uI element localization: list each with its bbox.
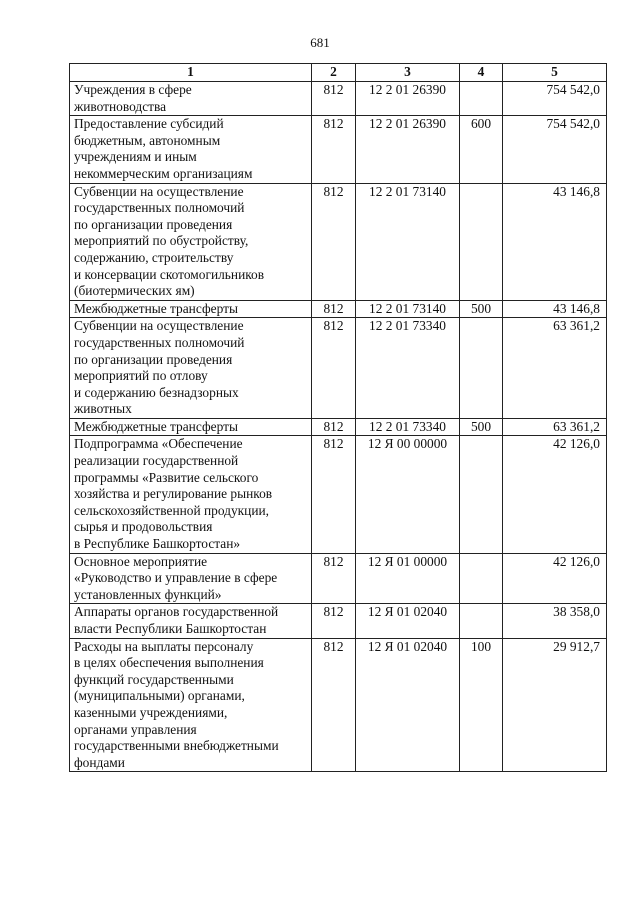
cell-name (70, 116, 312, 183)
cell-expense-type-code: 500 (460, 300, 503, 318)
cell-target-article-code: 12 2 01 73140 (356, 300, 460, 318)
cell-name-line: государственными внебюджетными (74, 738, 279, 754)
cell-amount: 63 361,2 (503, 318, 607, 419)
cell-department-code: 812 (312, 638, 356, 772)
cell-name-line: Расходы на выплаты персоналу (74, 638, 254, 654)
cell-name-line: в Республике Башкортостан» (74, 536, 241, 552)
table-row (70, 116, 607, 183)
cell-name-line: Основное мероприятие (74, 553, 208, 569)
cell-department-code: 812 (312, 183, 356, 300)
cell-name-line: сырья и продовольствия (74, 519, 213, 535)
cell-name-line: функций государственными (74, 671, 234, 687)
cell-name-line: животноводства (74, 98, 167, 114)
cell-amount: 754 542,0 (503, 116, 607, 183)
page-number: 681 (310, 35, 330, 50)
cell-name-line: Субвенции на осуществление (74, 183, 244, 199)
cell-target-article-code: 12 Я 00 00000 (356, 436, 460, 553)
cell-name-line: (муниципальными) органами, (74, 688, 245, 704)
cell-department-code: 812 (312, 418, 356, 436)
cell-name (70, 638, 312, 772)
cell-name-line: в целях обеспечения выполнения (74, 655, 264, 671)
cell-name-line: и содержанию безнадзорных (74, 384, 239, 400)
header-col-4: 4 (460, 64, 503, 82)
table-row (70, 604, 607, 638)
cell-name (70, 318, 312, 419)
cell-department-code: 812 (312, 318, 356, 419)
cell-name-line: сельскохозяйственной продукции, (74, 502, 270, 518)
cell-name-line: содержанию, строительству (74, 249, 234, 265)
table-row (70, 418, 607, 436)
cell-name-line: органами управления (74, 721, 197, 737)
cell-name (70, 418, 312, 436)
cell-department-code: 812 (312, 300, 356, 318)
cell-name-line: реализации государственной (74, 453, 239, 469)
cell-name-line: по организации проведения (74, 351, 233, 367)
header-col-2: 2 (312, 64, 356, 82)
budget-table (69, 63, 607, 772)
table-row (70, 183, 607, 300)
cell-amount: 42 126,0 (503, 553, 607, 604)
cell-department-code: 812 (312, 436, 356, 553)
cell-target-article-code: 12 2 01 26390 (356, 116, 460, 183)
cell-name-line: некоммерческим организациям (74, 165, 253, 181)
cell-name-line: Подпрограмма «Обеспечение (74, 436, 243, 452)
table-row (70, 553, 607, 604)
cell-target-article-code: 12 2 01 73140 (356, 183, 460, 300)
cell-target-article-code: 12 2 01 73340 (356, 418, 460, 436)
cell-expense-type-code (460, 436, 503, 553)
cell-name (70, 436, 312, 553)
cell-name-line: Межбюджетные трансферты (74, 300, 238, 316)
cell-name-line: (биотермических ям) (74, 283, 195, 299)
header-col-3: 3 (356, 64, 460, 82)
cell-name-line: власти Республики Башкортостан (74, 621, 267, 636)
cell-expense-type-code: 600 (460, 116, 503, 183)
cell-expense-type-code (460, 318, 503, 419)
cell-name-line: государственных полномочий (74, 334, 245, 350)
cell-department-code: 812 (312, 604, 356, 638)
cell-name-line: государственных полномочий (74, 200, 245, 216)
cell-target-article-code: 12 Я 01 00000 (356, 553, 460, 604)
cell-name-line: фондами (74, 754, 125, 770)
cell-name-line: программы «Развитие сельского (74, 469, 259, 485)
cell-name-line: установленных функций» (74, 586, 222, 602)
cell-expense-type-code (460, 604, 503, 638)
table-header-row (70, 64, 607, 82)
cell-name-line: учреждениям и иным (74, 149, 197, 165)
cell-name (70, 300, 312, 318)
cell-name-line: и консервации скотомогильников (74, 266, 265, 282)
table-row (70, 318, 607, 419)
cell-name-line: хозяйства и регулирование рынков (74, 486, 273, 502)
cell-amount: 42 126,0 (503, 436, 607, 553)
cell-amount: 38 358,0 (503, 604, 607, 638)
cell-name-line: животных (74, 401, 132, 417)
cell-name-line: бюджетным, автономным (74, 132, 221, 148)
cell-expense-type-code: 100 (460, 638, 503, 772)
table-row (70, 300, 607, 318)
header-col-5: 5 (503, 64, 607, 82)
cell-expense-type-code (460, 553, 503, 604)
cell-amount: 43 146,8 (503, 300, 607, 318)
cell-name-line: казенными учреждениями, (74, 704, 228, 720)
cell-amount: 754 542,0 (503, 82, 607, 116)
cell-department-code: 812 (312, 82, 356, 116)
cell-name-line: по организации проведения (74, 216, 233, 232)
table-row (70, 436, 607, 553)
cell-department-code: 812 (312, 116, 356, 183)
cell-amount: 63 361,2 (503, 418, 607, 436)
cell-target-article-code: 12 2 01 26390 (356, 82, 460, 116)
cell-name-line: мероприятий по обустройству, (74, 233, 249, 249)
cell-name-line: «Руководство и управление в сфере (74, 570, 278, 586)
header-col-1: 1 (70, 64, 312, 82)
cell-expense-type-code (460, 183, 503, 300)
cell-name-line: Предоставление субсидий (74, 116, 224, 132)
cell-name (70, 604, 312, 638)
cell-target-article-code: 12 Я 01 02040 (356, 638, 460, 772)
cell-name (70, 82, 312, 116)
cell-name-line: Субвенции на осуществление (74, 318, 244, 334)
cell-name (70, 553, 312, 604)
cell-amount: 29 912,7 (503, 638, 607, 772)
cell-name-line: Межбюджетные трансферты (74, 418, 238, 434)
cell-amount: 43 146,8 (503, 183, 607, 300)
cell-name-line: Учреждения в сфере (74, 82, 192, 97)
cell-name (70, 183, 312, 300)
cell-target-article-code: 12 2 01 73340 (356, 318, 460, 419)
cell-target-article-code: 12 Я 01 02040 (356, 604, 460, 638)
cell-expense-type-code: 500 (460, 418, 503, 436)
cell-department-code: 812 (312, 553, 356, 604)
cell-name-line: мероприятий по отлову (74, 368, 208, 384)
cell-name-line: Аппараты органов государственной (74, 604, 279, 620)
table-row (70, 638, 607, 772)
cell-expense-type-code (460, 82, 503, 116)
table-row (70, 82, 607, 116)
